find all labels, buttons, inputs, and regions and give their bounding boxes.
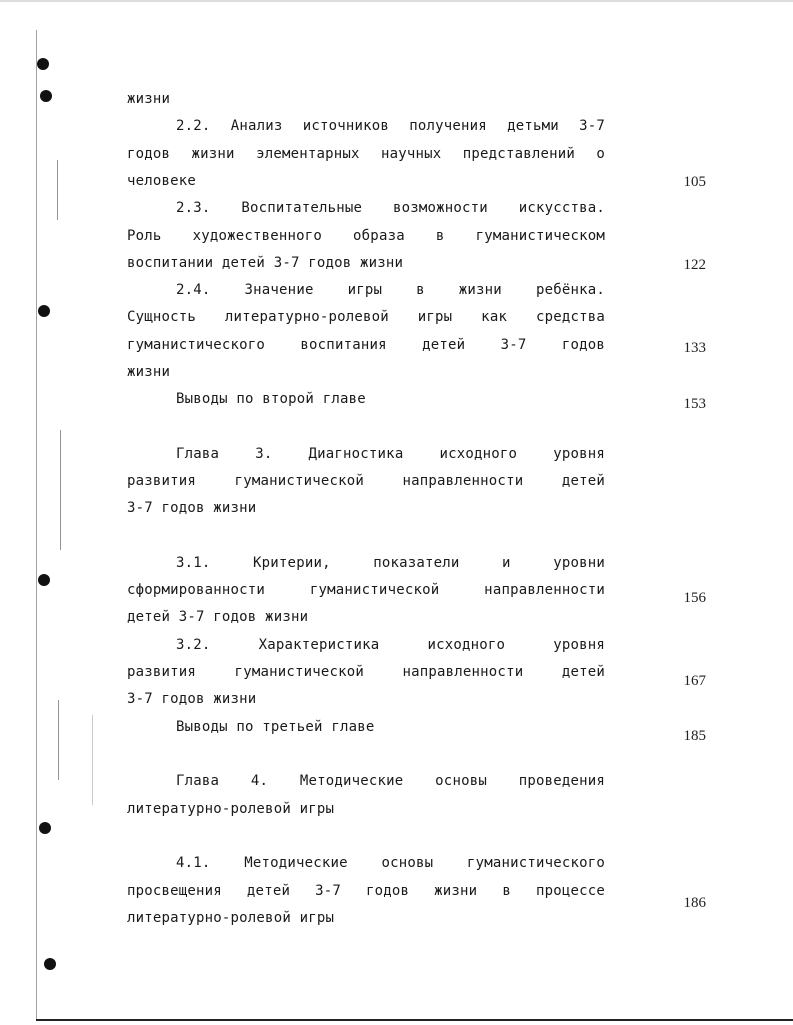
punch-hole-mark (38, 305, 50, 317)
toc-entry-2-4: 2.4. Значение игры в жизни ребёнка. (176, 282, 605, 298)
page-number: 122 (683, 257, 706, 273)
toc-entry-2-3: 2.3. Воспитательные возможности искусства. (176, 200, 605, 216)
scan-artifact (92, 715, 93, 805)
toc-line: воспитании детей 3-7 годов жизни (127, 255, 404, 271)
toc-line: 3-7 годов жизни (127, 691, 257, 707)
toc-line: развития гуманистической направленности детей (127, 473, 605, 489)
toc-line: жизни (127, 364, 171, 380)
toc-entry-4-1: 4.1. Методические основы гуманистического (176, 855, 605, 871)
scan-artifact (57, 160, 58, 220)
punch-hole-mark (40, 90, 52, 102)
toc-line: литературно-ролевой игры (127, 910, 335, 926)
page-number: 185 (683, 728, 706, 744)
punch-hole-mark (37, 58, 49, 70)
toc-line: развития гуманистической направленности детей (127, 664, 605, 680)
toc-entry-3-1: 3.1. Критерии, показатели и уровни (176, 555, 605, 571)
toc-line: просвещения детей 3-7 годов жизни в процессе (127, 883, 605, 899)
toc-line: сформированности гуманистической направленности (127, 582, 605, 598)
page-number: 167 (683, 673, 706, 689)
page-number: 133 (683, 340, 706, 356)
toc-line: человеке (127, 173, 197, 189)
punch-hole-mark (44, 958, 56, 970)
toc-line: гуманистического воспитания детей 3-7 годов (127, 337, 605, 353)
page-number: 153 (683, 396, 706, 412)
toc-entry-3-2: 3.2. Характеристика исходного уровня (176, 637, 605, 653)
toc-line: годов жизни элементарных научных представлений о (127, 146, 605, 162)
toc-line: детей 3-7 годов жизни (127, 609, 309, 625)
toc-entry-2-2: 2.2. Анализ источников получения детьми 3-7 (176, 118, 605, 134)
toc-chapter-3: Глава 3. Диагностика исходного уровня (176, 446, 605, 462)
page-number: 186 (683, 895, 706, 911)
toc-conclusion-3: Выводы по третьей главе (176, 719, 375, 735)
scan-artifact (60, 430, 61, 550)
toc-conclusion-2: Выводы по второй главе (176, 391, 366, 407)
toc-line: Роль художественного образа в гуманистическом (127, 228, 605, 244)
page-number: 156 (683, 590, 706, 606)
toc-line: Сущность литературно-ролевой игры как средства (127, 309, 605, 325)
punch-hole-mark (38, 574, 50, 586)
scan-top-edge (0, 0, 793, 2)
page-number: 105 (683, 174, 706, 190)
toc-line: жизни (127, 91, 171, 107)
toc-line: 3-7 годов жизни (127, 500, 257, 516)
scan-left-edge (36, 30, 37, 1020)
scan-artifact (58, 700, 59, 780)
toc-chapter-4: Глава 4. Методические основы проведения (176, 773, 605, 789)
toc-line: литературно-ролевой игры (127, 801, 335, 817)
scan-bottom-edge (36, 1019, 793, 1021)
punch-hole-mark (39, 822, 51, 834)
